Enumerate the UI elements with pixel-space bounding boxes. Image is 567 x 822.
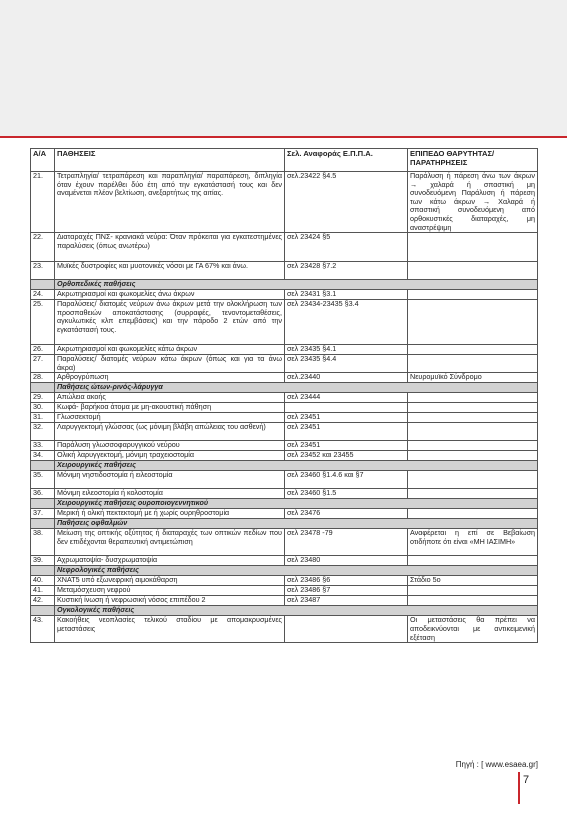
section-spacer <box>31 606 55 616</box>
cell-num: 27. <box>31 355 55 373</box>
cell-num: 21. <box>31 172 55 233</box>
cell-condition: Ακρωτηριασμοί και φωκομελίες κάτω άκρων <box>55 345 285 355</box>
cell-reference: σελ 23428 §7.2 <box>285 262 408 280</box>
cell-num: 22. <box>31 233 55 262</box>
section-spacer <box>31 499 55 509</box>
cell-severity <box>408 233 538 262</box>
table-row <box>31 172 538 233</box>
table-header-row <box>31 149 538 172</box>
page-number: 7 <box>523 774 530 786</box>
cell-reference: σελ 23460 §1.4.6 και §7 <box>285 471 408 489</box>
cell-severity: Νευρομυϊκό Σύνδρομο <box>408 373 538 383</box>
cell-severity <box>408 596 538 606</box>
cell-severity <box>408 441 538 451</box>
cell-severity <box>408 393 538 403</box>
table-row <box>31 300 538 345</box>
cell-reference: σελ 23476 <box>285 509 408 519</box>
section-row <box>31 280 538 290</box>
cell-condition: Μεταμόσχευση νεφρού <box>55 586 285 596</box>
cell-condition: Ολική λαρυγγεκτομή, μόνιμη τραχειοστομία <box>55 451 285 461</box>
table-row <box>31 616 538 643</box>
section-spacer <box>31 519 55 529</box>
cell-reference <box>285 403 408 413</box>
cell-condition: Μυϊκές δυστροφίες και μυοτονικές νόσοι με ΓΑ 67% και άνω. <box>55 262 285 280</box>
cell-reference: σελ 23451 <box>285 423 408 441</box>
cell-num: 38. <box>31 529 55 556</box>
page-number-bar <box>518 772 520 804</box>
cell-reference: σελ 23487 <box>285 596 408 606</box>
header-severity: ΕΠΙΠΕΔΟ ΘΑΡΥΤΗΤΑΣ/ ΠΑΡΑΤΗΡΗΣΕΙΣ <box>408 149 538 172</box>
cell-reference: σελ 23460 §1.5 <box>285 489 408 499</box>
cell-reference: σελ 23435 §4.4 <box>285 355 408 373</box>
cell-severity <box>408 355 538 373</box>
cell-reference: σελ 23486 §7 <box>285 586 408 596</box>
cell-severity <box>408 489 538 499</box>
cell-num: 39. <box>31 556 55 566</box>
cell-num: 36. <box>31 489 55 499</box>
cell-severity <box>408 300 538 345</box>
cell-severity: Αναφέρεται η επί σε Βεβαίωση οτιδήποτε ότι είναι «ΜΗ ΙΑΣΙΜΗ» <box>408 529 538 556</box>
cell-num: 32. <box>31 423 55 441</box>
table-row <box>31 471 538 489</box>
section-title: Ογκολογικές παθήσεις <box>55 606 538 616</box>
cell-reference: σελ 23451 <box>285 441 408 451</box>
cell-condition: Παραλύσεις/ διατομές νεύρων άνω άκρων μετά την ολοκλήρωση των προσπαθειών αποκατάστασης (συρραφές, τενοντομεταθέσεις, αγκυλωτικές κλπ επεμβάσεις) και την πάροδο 2 ετών από την εγκατάστασή τους. <box>55 300 285 345</box>
table-row <box>31 509 538 519</box>
header-num: Α/Α <box>31 149 55 172</box>
section-row <box>31 566 538 576</box>
section-spacer <box>31 383 55 393</box>
header-rule <box>0 136 567 138</box>
cell-num: 43. <box>31 616 55 643</box>
table-row <box>31 345 538 355</box>
cell-severity <box>408 509 538 519</box>
cell-reference: σελ 23431 §3.1 <box>285 290 408 300</box>
cell-num: 26. <box>31 345 55 355</box>
table-row <box>31 489 538 499</box>
header-reference: Σελ. Αναφοράς Ε.Π.Π.Α. <box>285 149 408 172</box>
cell-condition: ΧΝΑΤ5 υπό εξωνεφρική αιμοκάθαρση <box>55 576 285 586</box>
cell-condition: Μείωση της οπτικής οξύτητας ή διαταραχές των οπτικών πεδίων που δεν επιδέχονται θεραπευτική αντιμετώπιση <box>55 529 285 556</box>
table-row <box>31 413 538 423</box>
section-row <box>31 461 538 471</box>
section-row <box>31 499 538 509</box>
table-row <box>31 586 538 596</box>
cell-reference: σελ 23424 §5 <box>285 233 408 262</box>
header-condition: ΠΑΘΗΣΕΙΣ <box>55 149 285 172</box>
cell-condition: Αχρωματοψία- δυσχρωματοψία <box>55 556 285 566</box>
cell-reference: σελ 23478 -79 <box>285 529 408 556</box>
cell-condition: Λαρυγγεκτομή γλώσσας (ως μόνιμη βλάβη απώλειας του ασθενή) <box>55 423 285 441</box>
cell-num: 24. <box>31 290 55 300</box>
section-title: Χειρουργικές παθήσεις ουροποιογεννητικού <box>55 499 538 509</box>
section-title: Παθήσεις οφθαλμών <box>55 519 538 529</box>
cell-reference: σελ 23435 §4.1 <box>285 345 408 355</box>
cell-num: 40. <box>31 576 55 586</box>
section-title: Ορθοπεδικές παθήσεις <box>55 280 538 290</box>
cell-condition: Μερική ή ολική πεκτεκτομή με ή χωρίς ουρηθροστομία <box>55 509 285 519</box>
table-row <box>31 576 538 586</box>
table-row <box>31 290 538 300</box>
table-row <box>31 262 538 280</box>
table-row <box>31 423 538 441</box>
cell-condition: Παράλυση γλωσσοφαρυγγικού νεύρου <box>55 441 285 451</box>
cell-condition: Γλωσσεκτομή <box>55 413 285 423</box>
cell-severity <box>408 423 538 441</box>
cell-reference: σελ 23452 και 23455 <box>285 451 408 461</box>
table-row <box>31 233 538 262</box>
cell-num: 41. <box>31 586 55 596</box>
cell-severity: Οι μεταστάσεις θα πρέπει να αποδεικνύονται με αντικειμενική εξέταση <box>408 616 538 643</box>
cell-num: 35. <box>31 471 55 489</box>
cell-condition: Κωφά- βαρήκοα άτομα με μη-ακουστική πάθηση <box>55 403 285 413</box>
cell-condition: Παραλύσεις/ διατομές νεύρων κάτω άκρων (όπως και για τα άνω άκρα) <box>55 355 285 373</box>
section-spacer <box>31 461 55 471</box>
source-note: Πηγή : [ www.esaea.gr] <box>455 760 538 769</box>
section-row <box>31 606 538 616</box>
section-row <box>31 519 538 529</box>
cell-severity <box>408 586 538 596</box>
cell-num: 31. <box>31 413 55 423</box>
table-row <box>31 403 538 413</box>
cell-num: 28. <box>31 373 55 383</box>
section-title: Χειρουργικές παθήσεις <box>55 461 538 471</box>
cell-condition: Κυστική ίνωση ή νεφρωσική νόσος επιπέδου 2 <box>55 596 285 606</box>
cell-severity <box>408 345 538 355</box>
cell-severity <box>408 403 538 413</box>
section-spacer <box>31 566 55 576</box>
table-body <box>31 172 538 643</box>
cell-condition: Διαταραχές ΠΝΣ- κρανιακά νεύρα: Όταν πρόκειται για εγκατεστημένες παραλύσεις (όπως ανωτέρω) <box>55 233 285 262</box>
table-row <box>31 529 538 556</box>
table-row <box>31 355 538 373</box>
cell-reference: σελ 23444 <box>285 393 408 403</box>
cell-reference: σελ 23486 §6 <box>285 576 408 586</box>
cell-severity <box>408 471 538 489</box>
cell-num: 34. <box>31 451 55 461</box>
cell-severity <box>408 290 538 300</box>
table-row <box>31 373 538 383</box>
table-row <box>31 596 538 606</box>
cell-condition: Μόνιμη νηστιδοστομία ή ειλεοστομία <box>55 471 285 489</box>
cell-num: 42. <box>31 596 55 606</box>
cell-reference: σελ.23422 §4.5 <box>285 172 408 233</box>
cell-num: 37. <box>31 509 55 519</box>
cell-num: 23. <box>31 262 55 280</box>
cell-num: 25. <box>31 300 55 345</box>
cell-condition: Τετραπληγία/ τετραπάρεση και παραπληγία/ παραπάρεση, διπληγία όταν έχουν παρέλθει δύο έτη από την εγκατάστασή τους και δεν αναμένεται πλέον βελτίωση, ανεξαρτήτως της αιτίας. <box>55 172 285 233</box>
cell-condition: Μόνιμη ειλεοστομία ή κολοστομία <box>55 489 285 499</box>
cell-severity: Παράλυση ή πάρεση άνω των άκρων → χαλαρά ή σπαστική μη συνοδευόμενη Παράλυση ή πάρεση των κάτω άκρων → Χαλαρά ή σπαστική συνοδευόμενη από ορθοκυστικές διαταραχές, μη αναστρέψιμη <box>408 172 538 233</box>
cell-severity <box>408 413 538 423</box>
table-row <box>31 451 538 461</box>
cell-num: 30. <box>31 403 55 413</box>
cell-severity: Στάδιο 5ο <box>408 576 538 586</box>
cell-reference <box>285 616 408 643</box>
section-spacer <box>31 280 55 290</box>
section-row <box>31 383 538 393</box>
pathologies-table <box>30 148 538 643</box>
cell-condition: Κακοήθεις νεοπλασίες τελικού σταδίου με απομακρυσμένες μεταστάσεις <box>55 616 285 643</box>
table-row <box>31 441 538 451</box>
cell-severity <box>408 262 538 280</box>
cell-reference: σελ 23451 <box>285 413 408 423</box>
cell-condition: Απώλεια ακοής <box>55 393 285 403</box>
cell-num: 33. <box>31 441 55 451</box>
section-title: Νεφρολογικές παθήσεις <box>55 566 538 576</box>
cell-reference: σελ.23440 <box>285 373 408 383</box>
table-row <box>31 556 538 566</box>
table-row <box>31 393 538 403</box>
section-title: Παθήσεις ώτων-ρινός-λάρυγγα <box>55 383 538 393</box>
header-band <box>0 0 567 136</box>
cell-severity <box>408 556 538 566</box>
cell-reference: σελ 23480 <box>285 556 408 566</box>
cell-severity <box>408 451 538 461</box>
cell-condition: Αρθρογρύπωση <box>55 373 285 383</box>
cell-reference: σελ 23434-23435 §3.4 <box>285 300 408 345</box>
cell-condition: Ακρωτηριασμοί και φωκομελίες άνω άκρων <box>55 290 285 300</box>
cell-num: 29. <box>31 393 55 403</box>
